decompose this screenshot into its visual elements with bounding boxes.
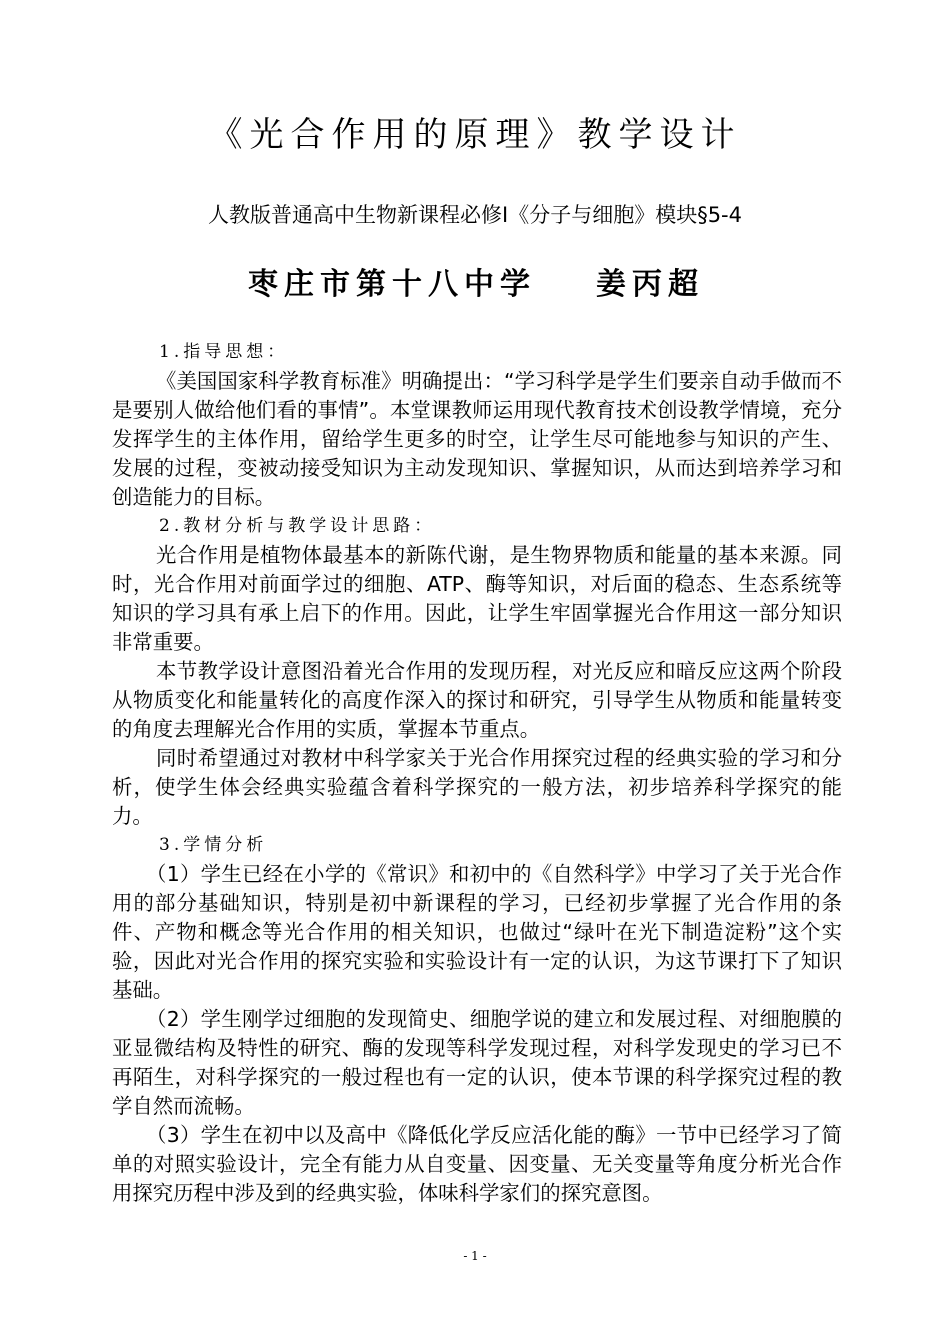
list-item: （1）学生已经在小学的《常识》和初中的《自然科学》中学习了关于光合作用的部分基础知识，特别是初中新课程的学习，已经初步掌握了光合作用的条件、产物和概念等光合作用的相关知识，也做过“绿叶在光下制造淀粉”这个实验，因此对光合作用的探究实验和实验设计有一定的认识，为这节课打下了知识基础。 — [112, 862, 842, 1002]
document-subtitle: 人教版普通高中生物新课程必修Ⅰ《分子与细胞》模块§5-4 — [208, 203, 742, 227]
paragraph: 《美国国家科学教育标准》明确提出：“学习科学是学生们要亲自动手做而不是要别人做给他们看的事情”。本堂课教师运用现代教育技术创设教学情境，充分发挥学生的主体作用，留给学生更多的时空，让学生尽可能地参与知识的产生、发展的过程，变被动接受知识为主动发现知识、掌握知识，从而达到培养学习和创造能力的目标。 — [112, 369, 842, 509]
document-body — [112, 338, 842, 1208]
document-title: 《光合作用的原理》教学设计 — [208, 115, 742, 155]
page-number: - 1 - — [463, 1249, 487, 1263]
school-name: 枣庄市第十八中学 — [248, 267, 536, 302]
list-item: （3）学生在初中以及高中《降低化学反应活化能的酶》一节中已经学习了简单的对照实验设计，完全有能力从自变量、因变量、无关变量等角度分析光合作用探究历程中涉及到的经典实验，体味科学家们的探究意图。 — [112, 1123, 842, 1205]
list-item: （2）学生刚学过细胞的发现简史、细胞学说的建立和发展过程、对细胞膜的亚显微结构及特性的研究、酶的发现等科学发现过程，对科学发现史的学习已不再陌生，对科学探究的一般过程也有一定的认识，使本节课的科学探究过程的教学自然而流畅。 — [112, 1007, 842, 1118]
section-heading-material-analysis: 2.教材分析与教学设计思路： — [159, 516, 436, 536]
author-line — [248, 264, 704, 306]
section-heading-student-analysis: 3.学情分析 — [159, 835, 268, 855]
author-name: 姜丙超 — [596, 267, 704, 302]
paragraph: 本节教学设计意图沿着光合作用的发现历程，对光反应和暗反应这两个阶段从物质变化和能量转化的高度作深入的探讨和研究，引导学生从物质和能量转变的角度去理解光合作用的实质，掌握本节重点。 — [112, 659, 842, 741]
paragraph: 同时希望通过对教材中科学家关于光合作用探究过程的经典实验的学习和分析，使学生体会经典实验蕴含着科学探究的一般方法，初步培养科学探究的能力。 — [112, 746, 842, 828]
section-heading-guiding-thought: 1.指导思想： — [159, 342, 289, 362]
paragraph: 光合作用是植物体最基本的新陈代谢，是生物界物质和能量的基本来源。同时，光合作用对前面学过的细胞、ATP、酶等知识，对后面的稳态、生态系统等知识的学习具有承上启下的作用。因此，让学生牢固掌握光合作用这一部分知识非常重要。 — [112, 543, 842, 654]
